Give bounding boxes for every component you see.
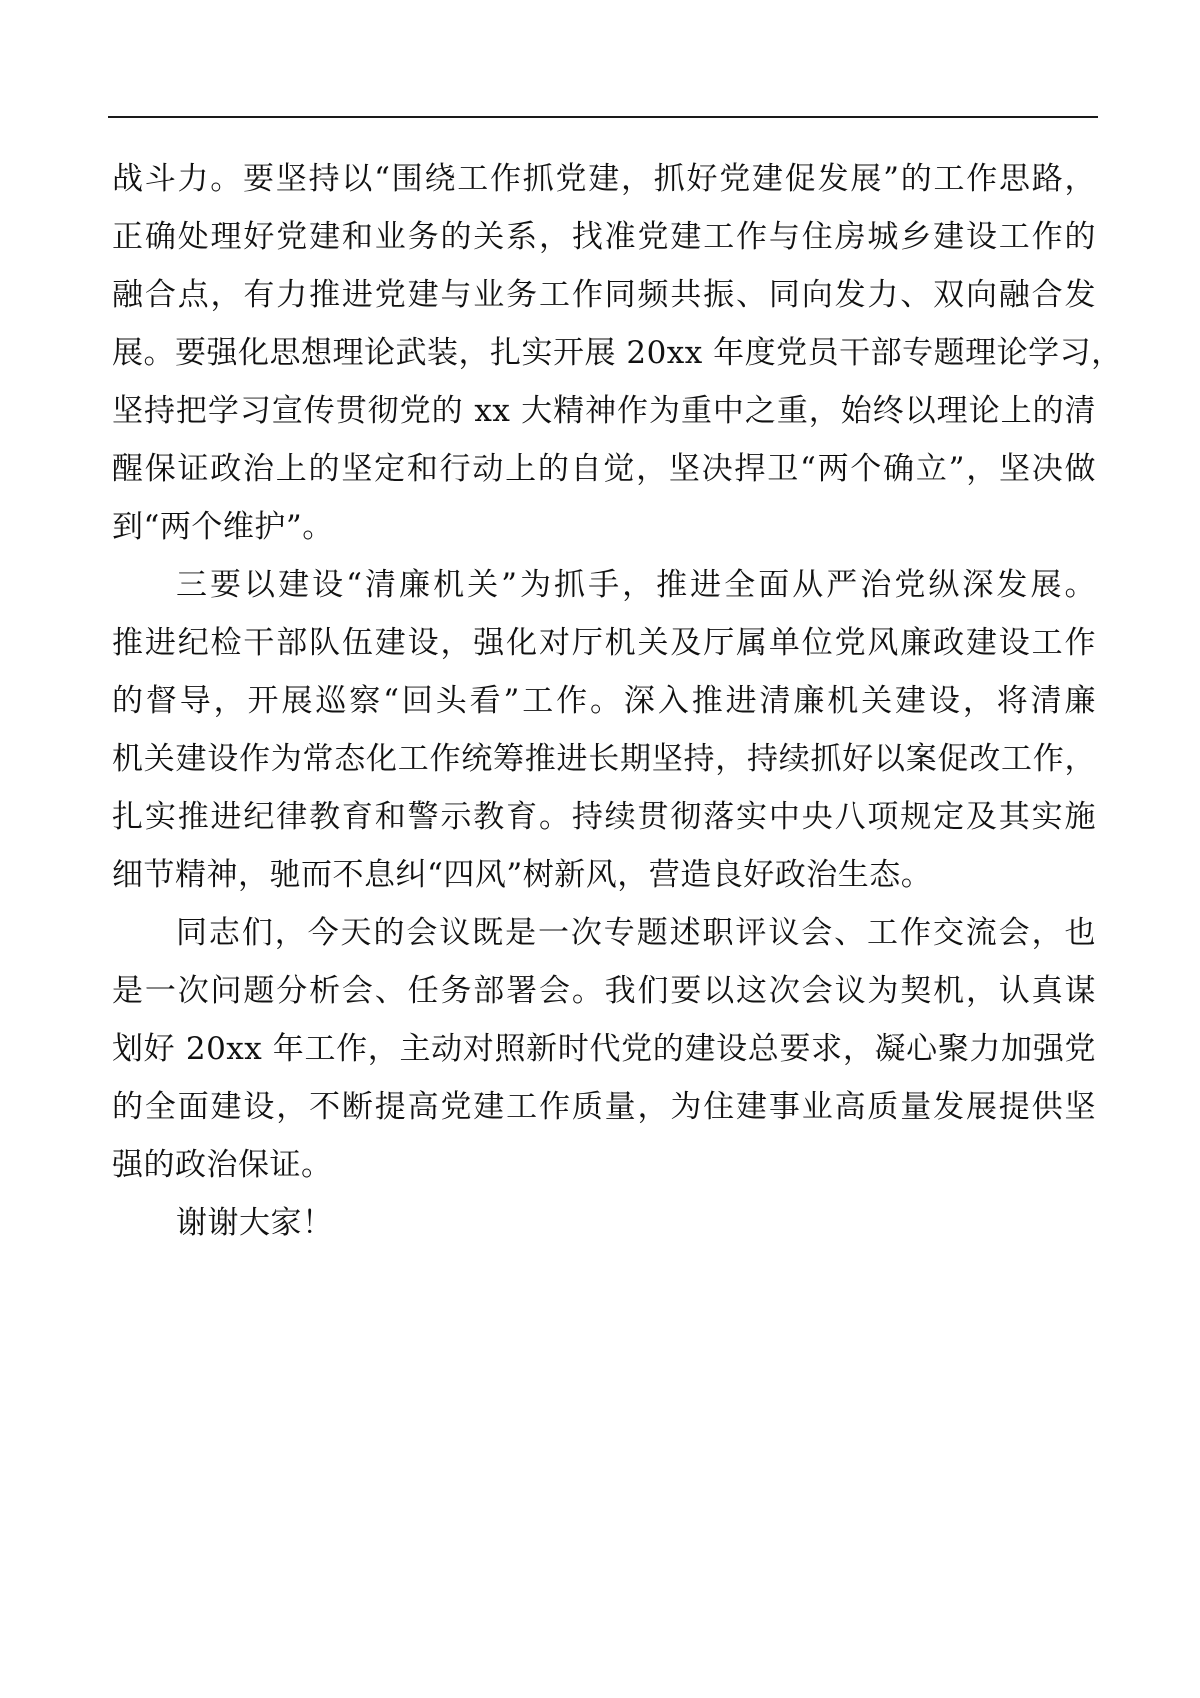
text-line: 展。要强化思想理论武装，扎实开展 20xx 年度党员干部专题理论学习， <box>112 335 1123 371</box>
text-line: 细节精神，驰而不息纠“四风”树新风，营造良好政治生态。 <box>112 857 933 893</box>
text-line: 正确处理好党建和业务的关系，找准党建工作与住房城乡建设工作的 <box>112 219 1096 255</box>
text-line: 的全面建设，不断提高党建工作质量，为住建事业高质量发展提供坚 <box>112 1089 1096 1125</box>
text-line: 到“两个维护”。 <box>112 509 334 545</box>
closing-line: 谢谢大家！ <box>176 1205 334 1241</box>
header-rule <box>108 116 1098 118</box>
text-line: 坚持把学习宣传贯彻党的 xx 大精神作为重中之重，始终以理论上的清 <box>112 393 1096 429</box>
text-line: 三要以建设“清廉机关”为抓手，推进全面从严治党纵深发展。 <box>176 567 1096 603</box>
text-line: 强的政治保证。 <box>112 1147 333 1183</box>
text-line: 推进纪检干部队伍建设，强化对厅机关及厅属单位党风廉政建设工作 <box>112 625 1096 661</box>
text-line: 的督导，开展巡察“回头看”工作。深入推进清廉机关建设，将清廉 <box>112 683 1096 719</box>
text-line: 划好 20xx 年工作，主动对照新时代党的建设总要求，凝心聚力加强党 <box>112 1031 1096 1067</box>
text-line: 融合点，有力推进党建与业务工作同频共振、同向发力、双向融合发 <box>112 277 1096 313</box>
text-line: 机关建设作为常态化工作统筹推进长期坚持，持续抓好以案促改工作， <box>112 741 1096 777</box>
text-line: 是一次问题分析会、任务部署会。我们要以这次会议为契机，认真谋 <box>112 973 1096 1009</box>
text-line: 醒保证政治上的坚定和行动上的自觉，坚决捍卫“两个确立”，坚决做 <box>112 451 1096 487</box>
document-body <box>112 150 1123 1252</box>
text-line: 扎实推进纪律教育和警示教育。持续贯彻落实中央八项规定及其实施 <box>112 799 1096 835</box>
text-line: 战斗力。要坚持以“围绕工作抓党建，抓好党建促发展”的工作思路， <box>112 161 1096 197</box>
text-line: 同志们，今天的会议既是一次专题述职评议会、工作交流会，也 <box>176 915 1096 951</box>
